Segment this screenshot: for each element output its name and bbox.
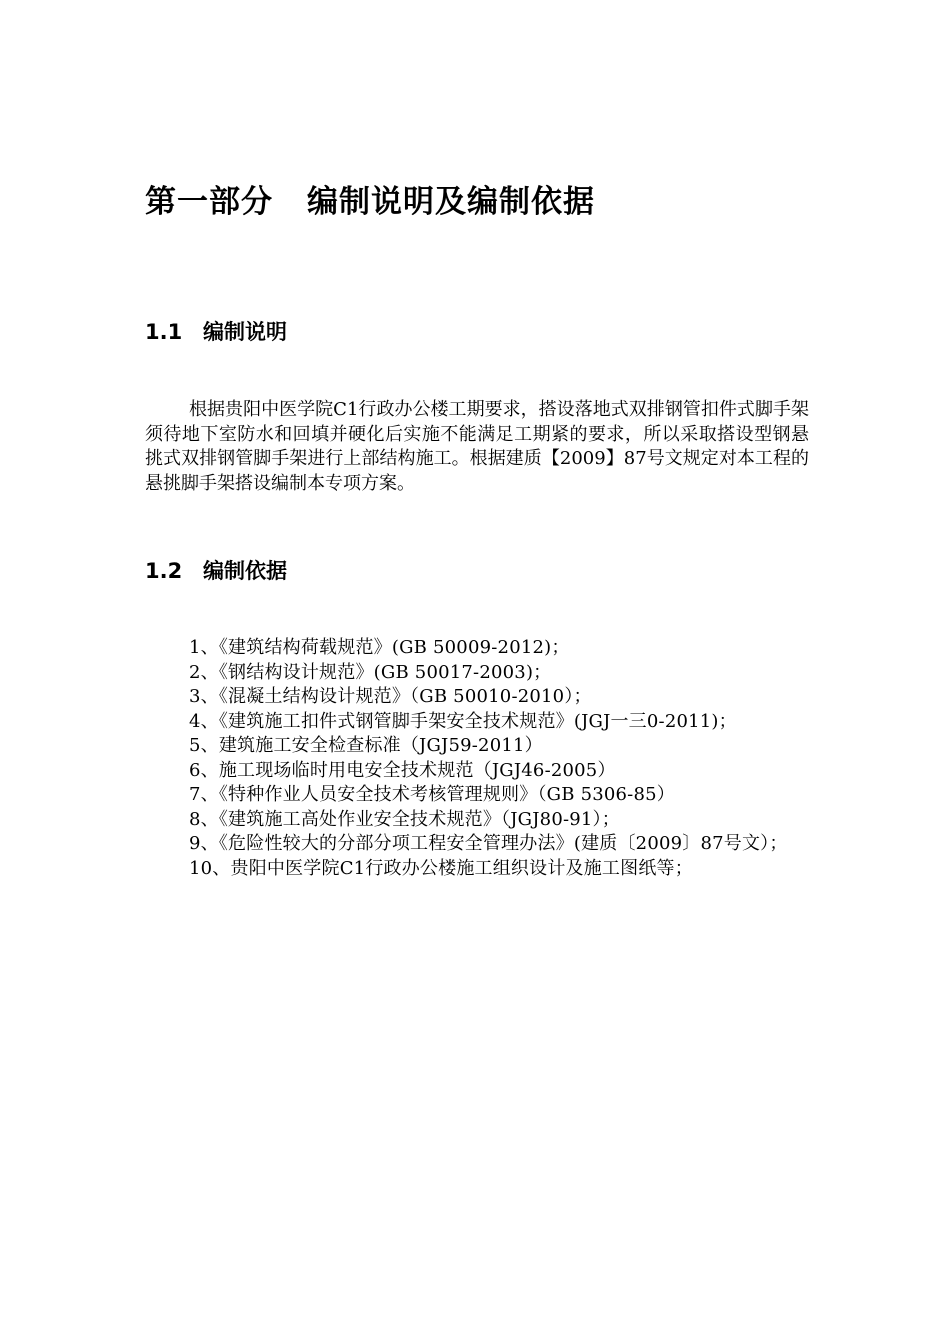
list-item: 6、施工现场临时用电安全技术规范（JGJ46-2005） xyxy=(189,759,616,781)
list-item: 9、《危险性较大的分部分项工程安全管理办法》(建质〔2009〕87号文）； xyxy=(189,833,788,854)
intro-paragraph: 根据贵阳中医学院C1行政办公楼工期要求，搭设落地式双排钢管扣件式脚手架须待地下室防水和回填并硬化后实施不能满足工期紧的要求，所以采取搭设型钢悬挑式双排钢管脚手架进行上部结构施工。根据建质【2009】87号文规定对本工程的悬挑脚手架搭设编制本专项方案。 xyxy=(145,399,809,494)
part-title-number: 第一部分 xyxy=(145,184,273,220)
section-heading-1-1 xyxy=(145,317,825,347)
section-number: 1.2 xyxy=(145,559,183,583)
section-title: 编制说明 xyxy=(203,320,287,344)
section-title: 编制依据 xyxy=(203,559,287,583)
list-item: 5、建筑施工安全检查标准（JGJ59-2011） xyxy=(189,735,543,756)
list-item: 3、《混凝土结构设计规范》（GB 50010-2010）； xyxy=(189,686,592,707)
basis-list xyxy=(145,636,809,881)
list-item: 2、《钢结构设计规范》(GB 50017-2003)； xyxy=(189,661,552,683)
part-title-text: 编制说明及编制依据 xyxy=(307,184,595,220)
list-item: 1、《建筑结构荷载规范》(GB 50009-2012)； xyxy=(189,637,570,658)
section-heading-1-2 xyxy=(145,556,825,586)
list-item: 4、《建筑施工扣件式钢管脚手架安全技术规范》(JGJ一三0-2011)； xyxy=(189,710,737,732)
section-number: 1.1 xyxy=(145,320,183,344)
part-title xyxy=(145,180,825,224)
list-item: 10、贵阳中医学院C1行政办公楼施工组织设计及施工图纸等； xyxy=(189,857,693,879)
list-item: 8、《建筑施工高处作业安全技术规范》（JGJ80-91）； xyxy=(189,808,620,830)
list-item: 7、《特种作业人员安全技术考核管理规则》（GB 5306-85） xyxy=(189,784,675,805)
